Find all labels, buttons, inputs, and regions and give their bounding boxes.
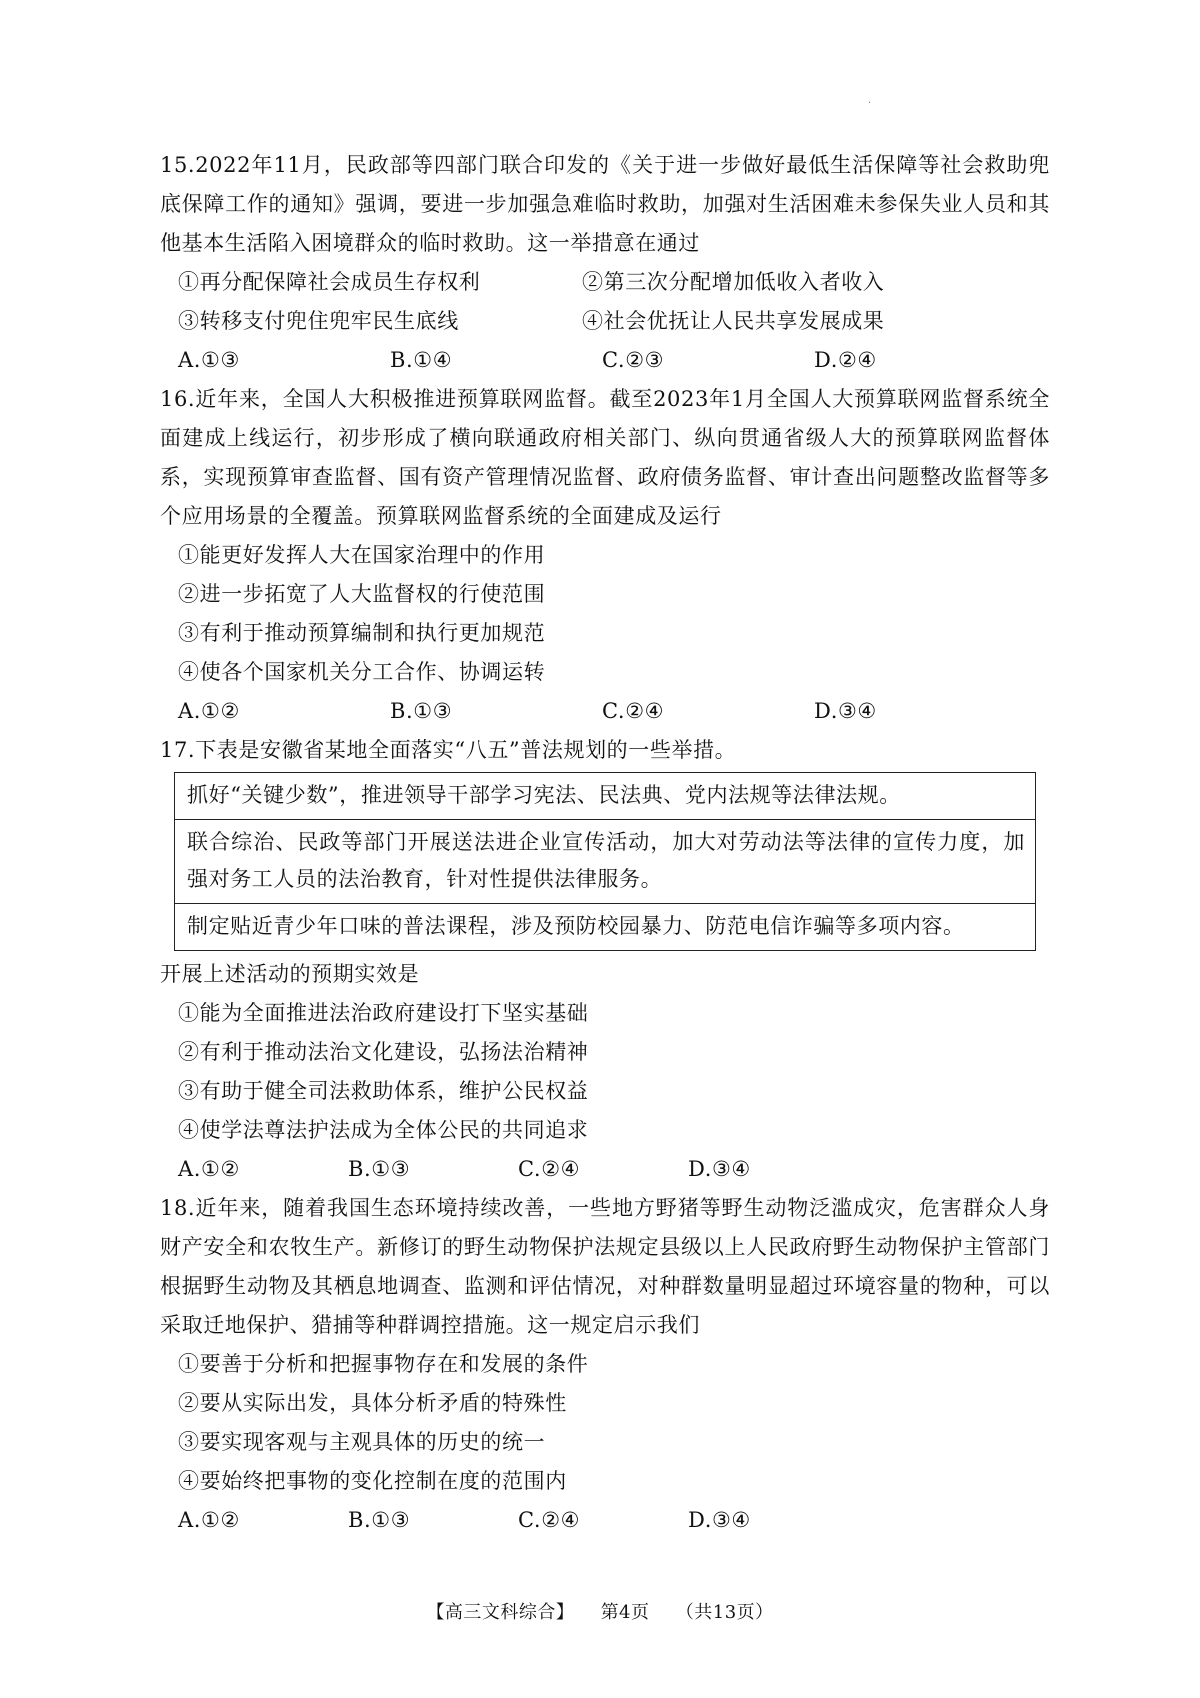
answer-b: B.①③ <box>390 699 453 723</box>
question-15-stem: 15.2022年11月，民政部等四部门联合印发的《关于进一步做好最低生活保障等社会救助兜底保障工作的通知》强调，要进一步加强急难临时救助，加强对生活困难未参保失业人员和其他基本生活陷入困境群众的临时救助。这一举措意在通过 <box>160 153 1050 255</box>
question-18 <box>160 1189 1050 1540</box>
answer-c: C.②③ <box>602 348 665 372</box>
question-15-options-row-1 <box>160 263 1050 302</box>
option-4: ④使各个国家机关分工合作、协调运转 <box>178 660 546 684</box>
question-15-answers <box>160 341 1050 380</box>
option-4: ④社会优抚让人民共享发展成果 <box>582 309 885 333</box>
question-17-answers <box>160 1150 1050 1189</box>
option-2: ②进一步拓宽了人大监督权的行使范围 <box>178 582 546 606</box>
option-1: ①能更好发挥人大在国家治理中的作用 <box>178 543 546 567</box>
answer-c: C.②④ <box>602 699 665 723</box>
footer-subject: 【高三文科综合】 <box>426 1602 575 1623</box>
question-15 <box>160 146 1050 380</box>
option-3: ③要实现客观与主观具体的历史的统一 <box>178 1430 546 1454</box>
option-2: ②第三次分配增加低收入者收入 <box>582 270 885 294</box>
question-16 <box>160 380 1050 731</box>
answer-d: D.③④ <box>688 1157 751 1181</box>
answer-a: A.①② <box>178 1508 240 1532</box>
answer-b: B.①③ <box>348 1508 411 1532</box>
option-3: ③转移支付兜住兜牢民生底线 <box>178 309 459 333</box>
option-4: ④使学法尊法护法成为全体公民的共同追求 <box>178 1118 589 1142</box>
question-17-stem: 17.下表是安徽省某地全面落实“八五”普法规划的一些举措。 <box>160 738 737 762</box>
question-15-options-row-2 <box>160 302 1050 341</box>
option-3: ③有助于健全司法救助体系，维护公民权益 <box>178 1079 589 1103</box>
page-content <box>160 146 1050 1540</box>
answer-c: C.②④ <box>518 1508 581 1532</box>
option-1: ①再分配保障社会成员生存权利 <box>178 270 481 294</box>
answer-a: A.①③ <box>178 348 240 372</box>
footer-page-number: 第4页 <box>600 1602 650 1623</box>
option-1: ①能为全面推进法治政府建设打下坚实基础 <box>178 1001 589 1025</box>
option-2: ②要从实际出发，具体分析矛盾的特殊性 <box>178 1391 567 1415</box>
option-3: ③有利于推动预算编制和执行更加规范 <box>178 621 546 645</box>
answer-a: A.①② <box>178 699 240 723</box>
answer-c: C.②④ <box>518 1157 581 1181</box>
question-18-stem: 18.近年来，随着我国生态环境持续改善，一些地方野猪等野生动物泛滥成灾，危害群众人身财产安全和农牧生产。新修订的野生动物保护法规定县级以上人民政府野生动物保护主管部门根据野生动物及其栖息地调查、监测和评估情况，对种群数量明显超过环境容量的物种，可以采取迁地保护、猎捕等种群调控措施。这一规定启示我们 <box>160 1196 1050 1337</box>
option-1: ①要善于分析和把握事物存在和发展的条件 <box>178 1352 589 1376</box>
question-16-stem: 16.近年来，全国人大积极推进预算联网监督。截至2023年1月全国人大预算联网监督系统全面建成上线运行，初步形成了横向联通政府相关部门、纵向贯通省级人大的预算联网监督体系，实现预算审查监督、国有资产管理情况监督、政府债务监督、审计查出问题整改监督等多个应用场景的全覆盖。预算联网监督系统的全面建成及运行 <box>160 387 1050 528</box>
footer-total-pages: （共13页） <box>675 1602 774 1623</box>
table-cell: 抓好“关键少数”，推进领导干部学习宪法、民法典、党内法规等法律法规。 <box>175 773 1036 820</box>
question-17-prompt: 开展上述活动的预期实效是 <box>160 962 420 986</box>
answer-d: D.③④ <box>814 699 877 723</box>
question-17 <box>160 731 1050 1189</box>
table-row <box>175 904 1036 951</box>
answer-b: B.①④ <box>390 348 453 372</box>
question-18-answers <box>160 1501 1050 1540</box>
scan-speck: · <box>868 98 872 109</box>
page-footer <box>0 1598 1200 1624</box>
answer-a: A.①② <box>178 1157 240 1181</box>
option-4: ④要始终把事物的变化控制在度的范围内 <box>178 1469 567 1493</box>
table-cell: 制定贴近青少年口味的普法课程，涉及预防校园暴力、防范电信诈骗等多项内容。 <box>175 904 1036 951</box>
table-row <box>175 773 1036 820</box>
question-16-answers <box>160 692 1050 731</box>
option-2: ②有利于推动法治文化建设，弘扬法治精神 <box>178 1040 589 1064</box>
answer-d: D.③④ <box>688 1508 751 1532</box>
answer-b: B.①③ <box>348 1157 411 1181</box>
measures-table <box>174 772 1036 951</box>
table-row <box>175 820 1036 904</box>
answer-d: D.②④ <box>814 348 877 372</box>
table-cell: 联合综治、民政等部门开展送法进企业宣传活动，加大对劳动法等法律的宣传力度，加强对务工人员的法治教育，针对性提供法律服务。 <box>175 820 1036 904</box>
